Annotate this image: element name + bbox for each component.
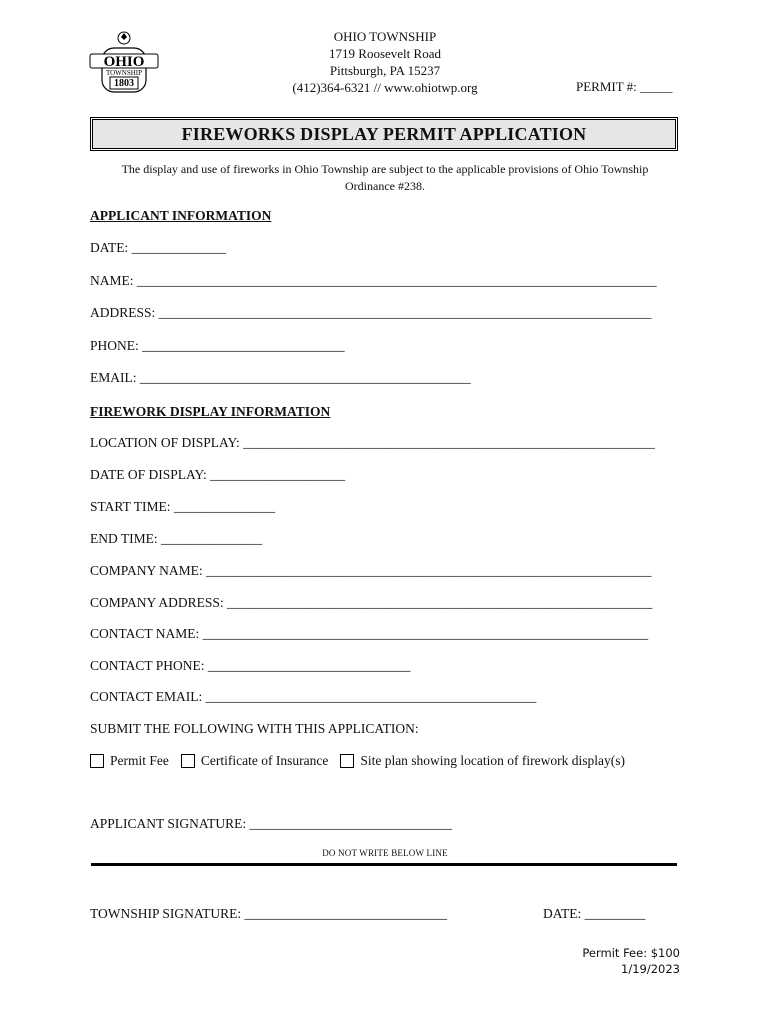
township-signature-field[interactable]: TOWNSHIP SIGNATURE: ______________________________ bbox=[90, 906, 448, 921]
do-not-write-notice: DO NOT WRITE BELOW LINE bbox=[322, 848, 448, 858]
contact-email-field[interactable]: CONTACT EMAIL: _________________________________________________ bbox=[90, 689, 537, 704]
site-plan-checkbox[interactable] bbox=[340, 753, 625, 769]
logo-sub: TOWNSHIP bbox=[105, 69, 143, 77]
township-address-block bbox=[260, 28, 510, 96]
applicant-name-field[interactable]: NAME: _____________________________________________________________________________ bbox=[90, 273, 657, 288]
insurance-label: Certificate of Insurance bbox=[200, 753, 329, 768]
applicant-address-field[interactable]: ADDRESS: _________________________________________________________________________ bbox=[90, 305, 652, 320]
applicant-email-field[interactable]: EMAIL: _________________________________________________ bbox=[90, 370, 471, 385]
contact-line: (412)364-6321 // www.ohiotwp.org bbox=[292, 80, 478, 95]
company-name-field[interactable]: COMPANY NAME: __________________________________________________________________ bbox=[90, 563, 652, 578]
township-seal-logo bbox=[88, 28, 160, 96]
permit-number-field[interactable]: PERMIT #: _____ bbox=[576, 79, 673, 94]
submit-checklist bbox=[90, 753, 637, 769]
divider-line bbox=[91, 863, 677, 866]
footer bbox=[582, 945, 680, 977]
permit-fee-note: Permit Fee: $100 bbox=[582, 946, 680, 960]
contact-name-field[interactable]: CONTACT NAME: __________________________________________________________________ bbox=[90, 626, 649, 641]
contact-phone-field[interactable]: CONTACT PHONE: ______________________________ bbox=[90, 658, 411, 673]
revision-date: 1/19/2023 bbox=[621, 962, 680, 976]
insurance-checkbox[interactable] bbox=[181, 753, 328, 769]
company-address-field[interactable]: COMPANY ADDRESS: _______________________________________________________________ bbox=[90, 595, 653, 610]
org-name: OHIO TOWNSHIP bbox=[333, 29, 437, 44]
site-plan-label: Site plan showing location of firework display(s) bbox=[360, 753, 626, 768]
display-date-field[interactable]: DATE OF DISPLAY: ____________________ bbox=[90, 467, 346, 482]
township-date-field[interactable]: DATE: _________ bbox=[543, 906, 646, 921]
permit-fee-checkbox[interactable] bbox=[90, 753, 169, 769]
end-time-field[interactable]: END TIME: _______________ bbox=[90, 531, 263, 546]
address-line-2: Pittsburgh, PA 15237 bbox=[329, 63, 441, 78]
checkbox-icon[interactable] bbox=[340, 754, 354, 768]
checkbox-icon[interactable] bbox=[90, 754, 104, 768]
form-title: FIREWORKS DISPLAY PERMIT APPLICATION bbox=[90, 117, 678, 151]
submit-heading: SUBMIT THE FOLLOWING WITH THIS APPLICATION: bbox=[90, 721, 419, 736]
display-location-field[interactable]: LOCATION OF DISPLAY: _____________________________________________________________ bbox=[90, 435, 655, 450]
logo-name: OHIO bbox=[103, 54, 145, 70]
logo-year: 1803 bbox=[114, 78, 134, 89]
start-time-field[interactable]: START TIME: _______________ bbox=[90, 499, 276, 514]
applicant-section-heading: APPLICANT INFORMATION bbox=[90, 208, 272, 223]
checkbox-icon[interactable] bbox=[181, 754, 195, 768]
intro-text: The display and use of fireworks in Ohio Township are subject to the applicable provisions of Ohio Township Ordinance #238. bbox=[121, 162, 649, 193]
display-section-heading: FIREWORK DISPLAY INFORMATION bbox=[90, 404, 331, 419]
applicant-date-field[interactable]: DATE: ______________ bbox=[90, 240, 227, 255]
applicant-signature-field[interactable]: APPLICANT SIGNATURE: ______________________________ bbox=[90, 816, 453, 831]
applicant-phone-field[interactable]: PHONE: ______________________________ bbox=[90, 338, 345, 353]
address-line-1: 1719 Roosevelt Road bbox=[329, 46, 441, 61]
permit-fee-label: Permit Fee bbox=[110, 753, 169, 768]
